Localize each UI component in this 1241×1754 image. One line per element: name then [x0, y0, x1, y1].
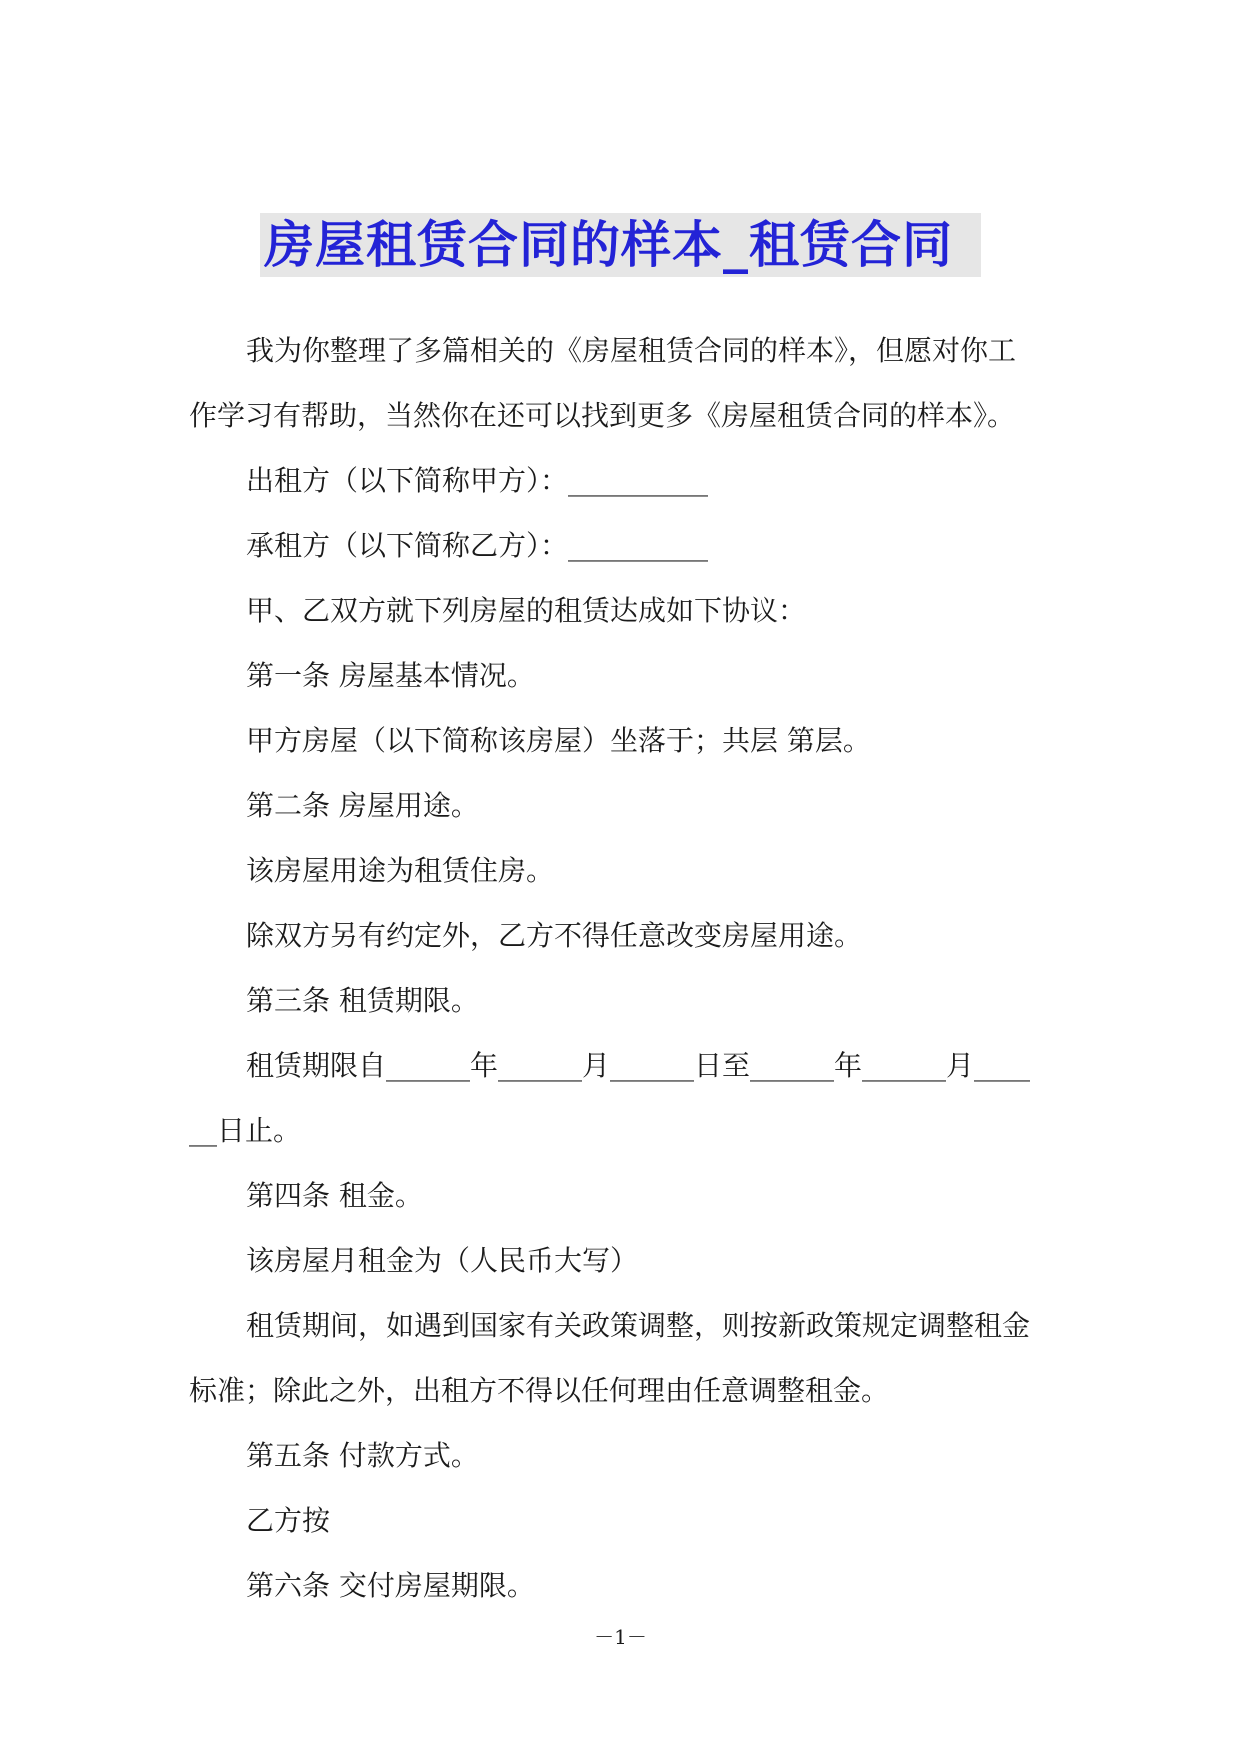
paragraph-agreement: 甲、乙双方就下列房屋的租赁达成如下协议：	[246, 594, 807, 627]
paragraph-term: 租赁期限自______年______月______日至______年______月____ __日止。	[189, 1049, 1031, 1147]
article-2-heading: 第二条 房屋用途。	[246, 789, 479, 822]
paragraph-lessor: 出租方（以下简称甲方）：__________	[246, 464, 709, 497]
article-3-heading: 第三条 租赁期限。	[246, 984, 479, 1017]
paragraph-usage: 该房屋用途为租赁住房。	[246, 854, 555, 887]
paragraph-usage-restriction: 除双方另有约定外，乙方不得任意改变房屋用途。	[246, 919, 863, 952]
paragraph-lessee: 承租方（以下简称乙方）：__________	[246, 529, 709, 562]
paragraph-rent-adjustment: 租赁期间，如遇到国家有关政策调整，则按新政策规定调整租金 标准；除此之外，出租方不得以任何理由任意调整租金。	[189, 1309, 1031, 1407]
paragraph-rent: 该房屋月租金为（人民币大写）	[246, 1244, 639, 1277]
article-1-heading: 第一条 房屋基本情况。	[246, 659, 535, 692]
paragraph-payment: 乙方按	[246, 1504, 331, 1537]
title-container	[0, 213, 1241, 277]
article-4-heading: 第四条 租金。	[246, 1179, 423, 1212]
article-5-heading: 第五条 付款方式。	[246, 1439, 479, 1472]
paragraph-intro: 我为你整理了多篇相关的《房屋租赁合同的样本》，但愿对你工 作学习有帮助，当然你在还可以找到更多《房屋租赁合同的样本》。	[189, 334, 1017, 432]
page-number: －1－	[594, 1625, 647, 1649]
document-body	[189, 318, 1061, 1618]
document-title: 房屋租赁合同的样本_租赁合同	[260, 213, 981, 277]
article-6-heading: 第六条 交付房屋期限。	[246, 1569, 535, 1602]
paragraph-location: 甲方房屋（以下简称该房屋）坐落于；共层 第层。	[246, 724, 871, 757]
